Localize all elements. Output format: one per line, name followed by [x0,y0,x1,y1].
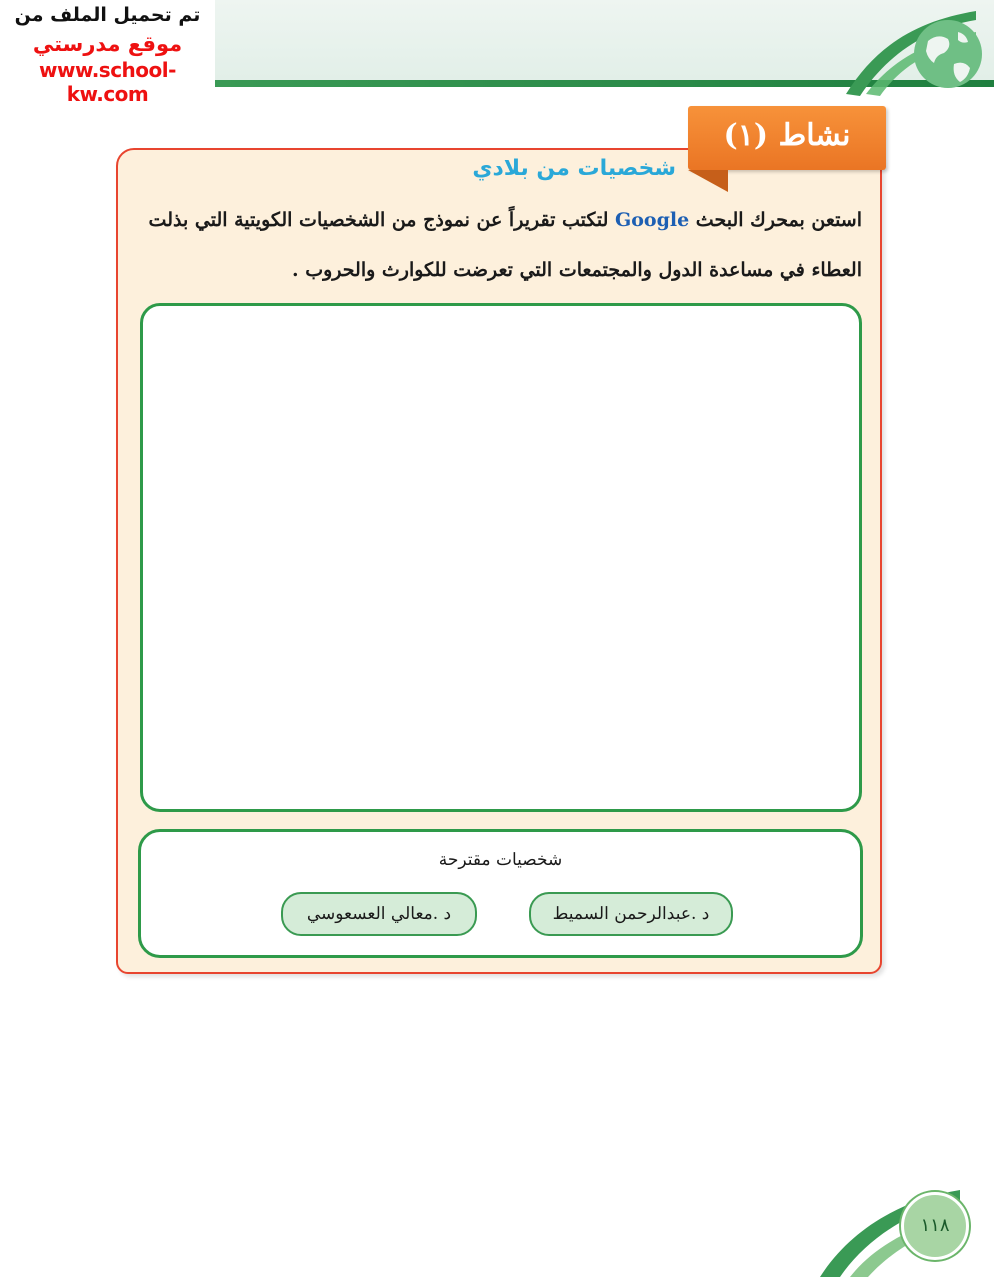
page-number: ١١٨ [901,1192,969,1260]
answer-writing-area[interactable] [140,303,862,812]
suggestions-title: شخصيات مقترحة [438,850,563,870]
site-watermark [0,0,215,110]
suggestion-pill: د .عبدالرحمن السميط [529,892,733,936]
activity-subtitle: شخصيات من بلادي [472,156,676,181]
instruction-part1: استعن بمحرك البحث [689,209,862,231]
instruction-part2: لتكتب تقريراً عن نموذج من الشخصيات الكويتية التي بذلت [148,209,616,231]
google-brand: Google [615,209,690,231]
watermark-site-name: موقع مدرستي [32,32,183,56]
activity-tag-fold [688,170,728,192]
watermark-line1: تم تحميل الملف من [14,4,201,26]
suggestions-box [138,829,863,958]
activity-tag: نشاط (١) [688,106,886,170]
globe-logo-icon [836,6,986,101]
instruction-line1 [132,209,862,231]
suggestion-pill: د .معالي العسعوسي [281,892,477,936]
instruction-line2: العطاء في مساعدة الدول والمجتمعات التي تعرضت للكوارث والحروب . [291,259,862,281]
watermark-url[interactable]: www.school-kw.com [39,58,176,106]
